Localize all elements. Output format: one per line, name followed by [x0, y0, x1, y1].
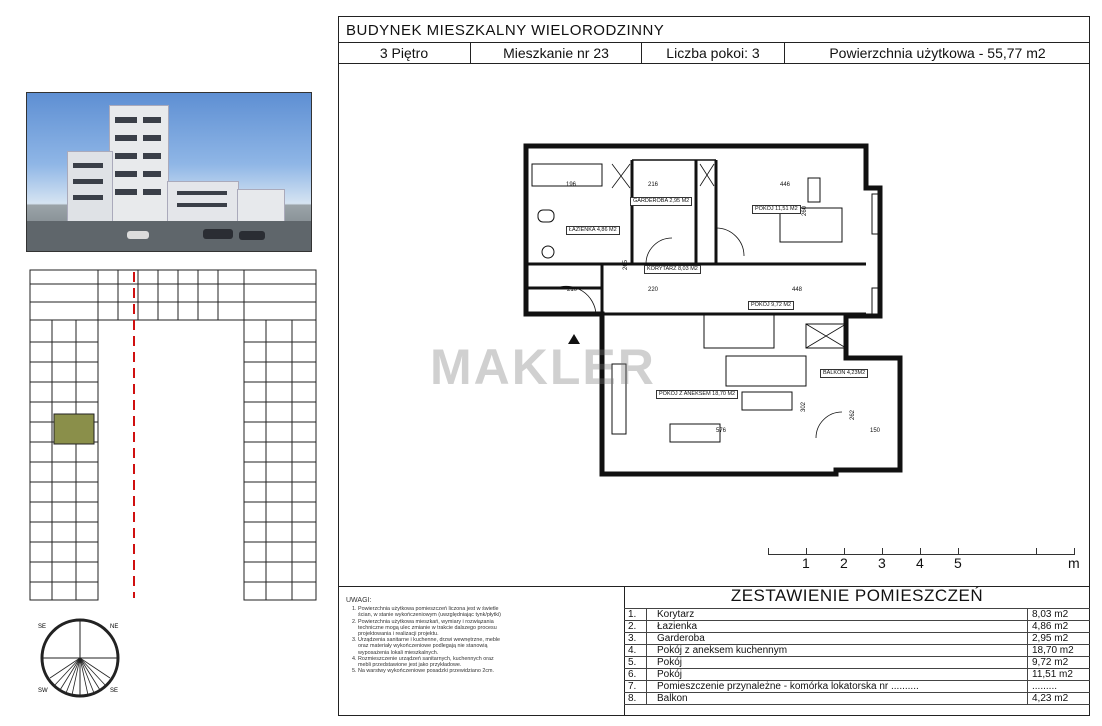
room-label-korytarz: KORYTARZ 8,03 M2	[644, 265, 701, 274]
note-item: 1. Powierzchnia użytkowa pomieszczeń liczona jest w świetle ścian, w stanie wykończeniowym (uwzględniając tynk/płytki)	[358, 606, 506, 618]
left-divider	[338, 16, 339, 716]
room-label-pokoj-1: POKÓJ 11,51 M2	[752, 205, 801, 214]
table-row: 3. Garderoba 2,95 m2	[624, 632, 1090, 644]
dim-576: 576	[716, 428, 727, 434]
scale-tick-3: 3	[878, 555, 886, 571]
dim-446: 446	[780, 182, 791, 188]
top-border	[338, 16, 1090, 17]
note-item: 3. Urządzenia sanitarne i kuchenne, drzwi wewnętrzne, meble oraz materiały wykończeniowe podlegają nie stanowią wyposażenia lokali mieszkalnych.	[358, 637, 506, 656]
compass-label-sw: SW	[38, 688, 48, 694]
dim-196: 196	[566, 182, 577, 188]
apartment-label: Mieszkanie nr 23	[471, 43, 642, 63]
room-label-pokoj-2: POKÓJ 9,72 M2	[748, 301, 794, 310]
bottom-border	[338, 715, 1090, 716]
compass-label-se: SE	[110, 688, 119, 694]
header-info-row	[338, 42, 1090, 64]
note-item: 4. Rozmieszczenie urządzeń sanitarnych, kuchennych oraz mebli przedstawione jest jako przykładowe.	[358, 656, 506, 668]
rooms-count-label: Liczba pokoi: 3	[642, 43, 785, 63]
building-title: BUDYNEK MIESZKALNY WIELORODZINNY	[346, 22, 665, 39]
scale-tick-1: 1	[802, 555, 810, 571]
table-row: 2. Łazienka 4,86 m2	[624, 620, 1090, 632]
room-label-balkon: BALKON 4,23M2	[820, 369, 868, 378]
site-key-plan	[22, 262, 322, 602]
dim-210: 210	[567, 287, 578, 293]
room-label-garderoba: GARDEROBA 2,95 M2	[630, 197, 692, 206]
watermark-logo: MAKLER	[430, 339, 656, 395]
notes-block	[346, 598, 506, 674]
dim-150: 150	[870, 428, 881, 434]
table-row: 7. Pomieszczenie przynależne - komórka lokatorska nr .......... .........	[624, 680, 1090, 692]
usable-area-label: Powierzchnia użytkowa - 55,77 m2	[829, 45, 1046, 61]
compass-label-ne: NE	[110, 624, 119, 630]
table-row: 4. Pokój z aneksem kuchennym 18,70 m2	[624, 644, 1090, 656]
dim-260: 260	[802, 205, 809, 217]
floor-plan	[516, 138, 916, 478]
table-row: 8. Balkon 4,23 m2	[624, 692, 1090, 705]
dim-216: 216	[648, 182, 659, 188]
dim-302: 302	[801, 401, 808, 413]
table-row: 5. Pokój 9,72 m2	[624, 656, 1090, 668]
floor-label: 3 Piętro	[338, 43, 471, 63]
scale-tick-5: 5	[954, 555, 962, 571]
note-item: 5. Na warstwy wykończeniowe posadzki przewidziano 2cm.	[358, 668, 506, 674]
scale-unit: m	[1068, 555, 1080, 571]
room-label-lazienka: ŁAZIENKA 4,86 M2	[566, 226, 620, 235]
notes-heading: UWAGI:	[346, 597, 372, 604]
compass-diagram	[30, 610, 130, 706]
dim-448: 448	[792, 287, 803, 293]
room-label-aneks: POKÓJ Z ANEKSEM 18,70 M2	[656, 390, 738, 399]
building-photo	[26, 92, 312, 252]
scale-tick-4: 4	[916, 555, 924, 571]
dim-262: 262	[850, 409, 857, 421]
compass-label-nw: SE	[38, 624, 47, 630]
highlighted-unit	[54, 414, 94, 444]
scale-tick-2: 2	[840, 555, 848, 571]
table-row: 1. Korytarz 8,03 m2	[624, 608, 1090, 620]
dim-265: 265	[623, 259, 630, 271]
table-row: 6. Pokój 11,51 m2	[624, 668, 1090, 680]
dim-220: 220	[648, 287, 659, 293]
note-item: 2. Powierzchnia użytkowa mieszkań, wymiary i rozwiązania techniczne mogą ulec zmianie w trakcie dalszego procesu projektowania i realizacji projektu.	[358, 619, 506, 638]
rooms-table-title: ZESTAWIENIE POMIESZCZEŃ	[730, 586, 984, 605]
